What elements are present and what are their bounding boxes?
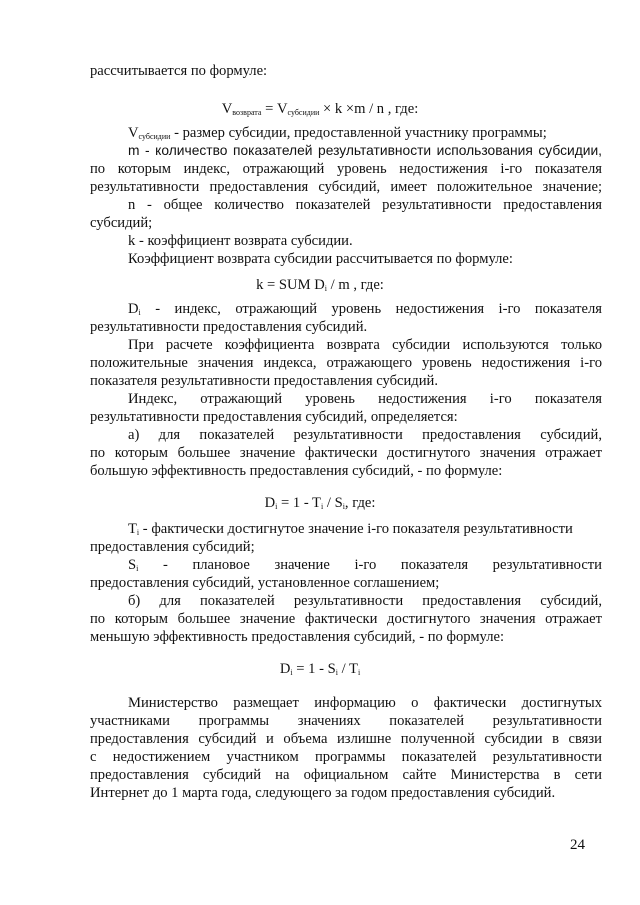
text-line: $S_i$ - плановое значение i-го показателя результативности [128, 557, 602, 573]
text-line: результативности предоставления субсидий, определяется: [90, 409, 458, 425]
text-line: $D_i$ - индекс, отражающий уровень недостижения i-го показателя [128, 301, 602, 317]
text-line: участниками программы значениях показателей результативности [90, 713, 602, 729]
text-line: предоставления субсидий на официальном сайте Министерства в сети [90, 767, 602, 783]
text-line: Индекс, отражающий уровень недостижения i-го показателя [128, 391, 602, 407]
text-line: с недостижением участником программы показателей результативности [90, 749, 602, 765]
formula-index-b: $D_i = 1 - S_i / T_i$ [279, 661, 361, 677]
text-line: k - коэффициент возврата субсидии. [128, 233, 353, 249]
text-line: Интернет до 1 марта года, следующего за годом предоставления субсидий. [90, 785, 556, 801]
text-line: $T_i$ - фактически достигнутое значение i-го показателя результативности [128, 521, 573, 537]
formula-index-a: $D_i = 1 - T_i / S_i$, где: [264, 495, 376, 511]
page-number: 24 [570, 837, 585, 853]
text-line: по которым большее значение фактически достигнутого значения отражает [90, 445, 602, 461]
text-line: б) для показателей результативности предоставления субсидий, [128, 593, 602, 609]
text-line: субсидий; [90, 215, 153, 231]
text-line: предоставления субсидий; [90, 539, 255, 555]
text-line: результативности предоставления субсидий. [90, 319, 368, 335]
text-line: m - количество показателей результативности использования субсидии, [128, 143, 602, 158]
text-line: n - общее количество показателей результативности предоставления [128, 197, 602, 213]
text-line: большую эффективность предоставления субсидий, - по формуле: [90, 463, 503, 479]
text-line: меньшую эффективность предоставления субсидий, - по формуле: [90, 629, 505, 645]
text-line: положительные значения индекса, отражающего уровень недостижения i-го [90, 355, 602, 371]
text-line: показателя результативности предоставления субсидий. [90, 373, 439, 389]
text-line: по которым индекс, отражающий уровень недостижения i-го показателя [90, 161, 602, 177]
text-line: результативности предоставления субсидий, имеет положительное значение; [90, 179, 602, 195]
text-line: Коэффициент возврата субсидии рассчитывается по формуле: [128, 251, 513, 267]
text-line: по которым большее значение фактически достигнутого значения отражает [90, 611, 602, 627]
formula-refund-volume: $V_{возврата} = V_{субсидии} \times k \times m / n$ , где: [221, 101, 419, 117]
formula-coefficient: k = SUM $D_i$ / m , где: [256, 277, 384, 293]
text-line: рассчитывается по формуле: [90, 63, 268, 79]
text-line: предоставления субсидий, установленное соглашением; [90, 575, 440, 591]
text-line: $V_{субсидии}$ - размер субсидии, предоставленной участнику программы; [128, 125, 547, 141]
text-line: При расчете коэффициента возврата субсидии используются только [128, 337, 602, 353]
text-line: а) для показателей результативности предоставления субсидий, [128, 427, 602, 443]
text-line: Министерство размещает информацию о фактически достигнутых [128, 695, 602, 711]
text-line: предоставления субсидий и объема излишне полученной субсидии в связи [90, 731, 602, 747]
